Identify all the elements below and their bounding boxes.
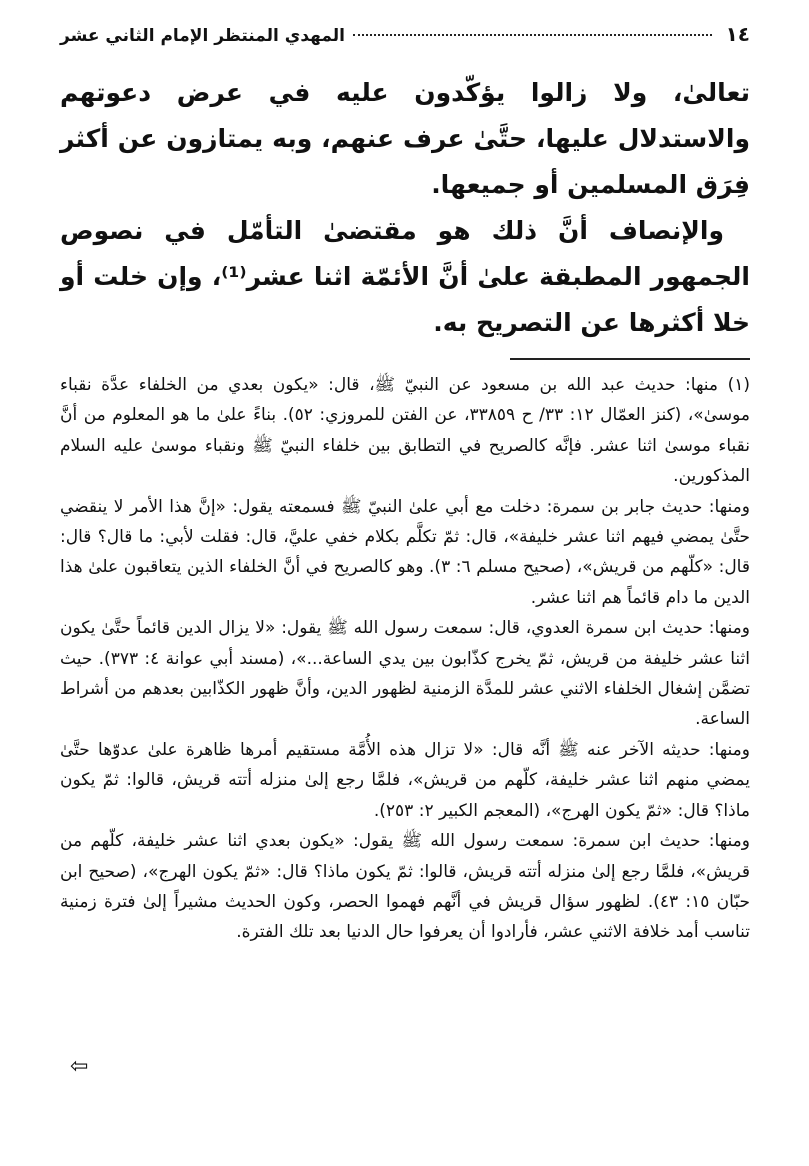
footnote-separator <box>510 358 750 360</box>
footnotes <box>60 370 750 948</box>
continue-arrow-icon: ⇦ <box>70 1054 89 1079</box>
main-paragraph: تعالىٰ، ولا زالوا يؤكّدون عليه في عرض دعوتهم والاستدلال عليها، حتَّىٰ عرف عنهم، وبه يمتازون عن أكثر فِرَق المسلمين أو جميعها. <box>60 78 750 199</box>
footnote-paragraph: (١) منها: حديث عبد الله بن مسعود عن النبيّ ﷺ، قال: «يكون بعدي من الخلفاء عدَّة نقباء موسىٰ»، (كنز العمّال ١٢: ٣٣/ ح ٣٣٨٥٩، عن الفتن للمروزي: ٥٢). بناءً علىٰ ما هو المعلوم من أنَّ نقباء موسىٰ اثنا عشر. فإنَّه كالصريح في التطابق بين خلفاء النبيّ ﷺ ونقباء موسىٰ عليه السلام المذكورين. <box>60 375 750 487</box>
main-paragraph: والإنصاف أنَّ ذلك هو مقتضىٰ التأمّل في نصوص الجمهور المطبقة علىٰ أنَّ الأئمّة اثنا عشر⁽¹⁾، وإن خلت أو خلا أكثرها عن التصريح به. <box>60 216 750 337</box>
footnote-paragraph: ومنها: حديث ابن سمرة العدوي، قال: سمعت رسول الله ﷺ يقول: «لا يزال الدين قائماً حتَّىٰ يكون اثنا عشر خليفة من قريش، ثمّ يخرج كذّابون بين يدي الساعة...»، (مسند أبي عوانة ٤: ٣٧٣). حيث تضمَّن إشغال الخلفاء الاثني عشر للمدَّة الزمنية لظهور الدين، وأنَّ ظهور الكذّابين بعدهم من أشراط الساعة. <box>60 618 750 730</box>
footnote-paragraph: ومنها: حديث ابن سمرة: سمعت رسول الله ﷺ يقول: «يكون بعدي اثنا عشر خليفة، كلّهم من قريش»، فلمَّا رجع إلىٰ منزله أتته قريش، قالوا: ثمّ يكون ماذا؟ قال: «ثمّ يكون الهرج»، (صحيح ابن حبّان ١٥: ٤٣). لظهور سؤال قريش في أنَّهم فهموا الحصر، وكون الحديث مشيراً إلىٰ فترة زمنية تناسب أمد خلافة الاثني عشر، فأرادوا أن يعرفوا حال الدنيا بعد تلك الفترة. <box>60 831 750 943</box>
header-dotted-leader <box>353 34 712 36</box>
book-title: المهدي المنتظر الإمام الثاني عشر <box>60 26 345 46</box>
page-number: ١٤ <box>725 22 750 46</box>
running-header <box>60 22 750 56</box>
book-page <box>60 22 750 948</box>
footnote-paragraph: ومنها: حديث جابر بن سمرة: دخلت مع أبي علىٰ النبيّ ﷺ فسمعته يقول: «إنَّ هذا الأمر لا ينقضي حتَّىٰ يمضي فيهم اثنا عشر خليفة»، قال: ثمّ تكلَّم بكلام خفي عليَّ، قال: فقلت لأبي: ما قال؟ قال: قال: «كلّهم من قريش»، (صحيح مسلم ٦: ٣). وهو كالصريح في أنَّ الخلفاء الذين يتعاقبون علىٰ هذا الدين ما دام قائماً هم اثنا عشر. <box>60 496 750 608</box>
footnote-paragraph: ومنها: حديثه الآخر عنه ﷺ أنَّه قال: «لا تزال هذه الأُمَّة مستقيم أمرها ظاهرة علىٰ عدوّها حتَّىٰ يمضي منهم اثنا عشر خليفة، كلّهم من قريش»، فلمَّا رجع إلىٰ منزله أتته قريش، قالوا: ثمّ يكون ماذا؟ قال: «ثمّ يكون الهرج»، (المعجم الكبير ٢: ٢٥٣). <box>60 739 750 821</box>
main-body-text <box>60 70 750 346</box>
